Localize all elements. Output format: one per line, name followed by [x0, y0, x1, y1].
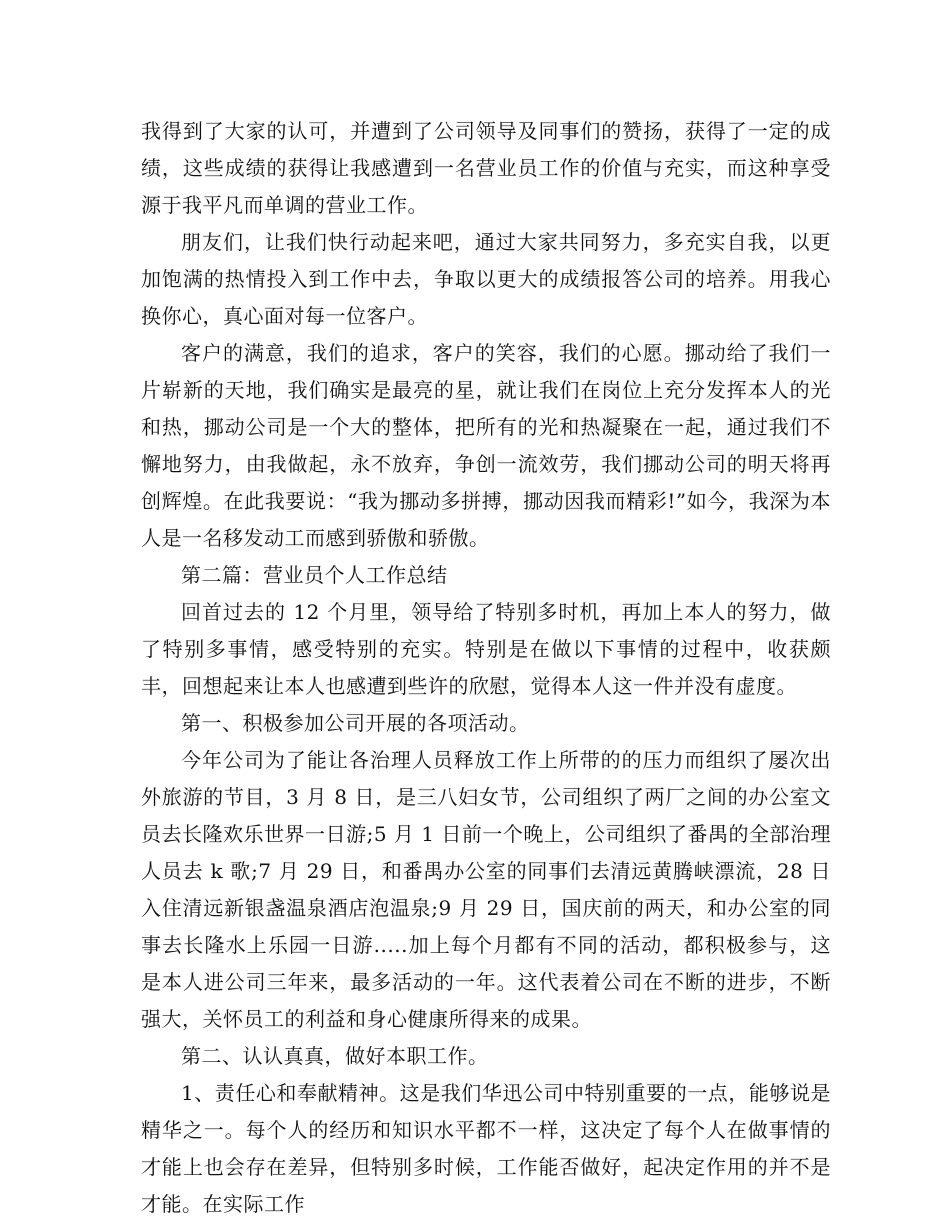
section-heading: 第二篇：营业员个人工作总结 — [181, 563, 448, 587]
paragraph: 今年公司为了能让各治理人员释放工作上所带的的压力而组织了屡次出外旅游的节目，3 月 8 日，是三八妇女节，公司组织了两厂之间的办公室文员去长隆欢乐世界一日游;5 月 1 日前一个晚上，公司组织了番禺的全部治理人员去 k 歌;7 月 29 日，和番禺办公室的同事们去清远黄腾峡漂流，28 日入住清远新银盏温泉酒店泡温泉;9 月 29 日，国庆前的两天，和办公室的同事去长隆水上乐园一日游.....加上每个月都有不同的活动，都积极参与，这是本人进公司三年来，最多活动的一年。这代表着公司在不断的进步，不断强大，关怀员工的利益和身心健康所得来的成果。 — [141, 748, 831, 1031]
paragraph: 我得到了大家的认可，并遭到了公司领导及同事们的赞扬，获得了一定的成绩，这些成绩的获得让我感遭到一名营业员工作的价值与充实，而这种享受源于我平凡而单调的营业工作。 — [141, 119, 831, 217]
subsection-heading: 第二、认认真真，做好本职工作。 — [181, 1044, 489, 1068]
document-body — [141, 113, 831, 1223]
paragraph: 客户的满意，我们的追求，客户的笑容，我们的心愿。挪动给了我们一片崭新的天地，我们确实是最亮的星，就让我们在岗位上充分发挥本人的光和热，挪动公司是一个大的整体，把所有的光和热凝聚在一起，通过我们不懈地努力，由我做起，永不放弃，争创一流效劳，我们挪动公司的明天将再创辉煌。在此我要说：“我为挪动多拼搏，挪动因我而精彩!”如今，我深为本人是一名移发动工而感到骄傲和骄傲。 — [141, 341, 831, 550]
subsection-heading: 第一、积极参加公司开展的各项活动。 — [181, 711, 530, 735]
paragraph: 1、责任心和奉献精神。这是我们华迅公司中特别重要的一点，能够说是精华之一。每个人的经历和知识水平都不一样，这决定了每个人在做事情的才能上也会存在差异，但特别多时候，工作能否做好，起决定作用的并不是才能。在实际工作 — [141, 1081, 831, 1216]
paragraph: 朋友们，让我们快行动起来吧，通过大家共同努力，多充实自我，以更加饱满的热情投入到工作中去，争取以更大的成绩报答公司的培养。用我心换你心，真心面对每一位客户。 — [141, 230, 831, 328]
paragraph: 回首过去的 12 个月里，领导给了特别多时机，再加上本人的努力，做了特别多事情，感受特别的充实。特别是在做以下事情的过程中，收获颇丰，回想起来让本人也感遭到些许的欣慰，觉得本人这一件并没有虚度。 — [141, 600, 831, 698]
